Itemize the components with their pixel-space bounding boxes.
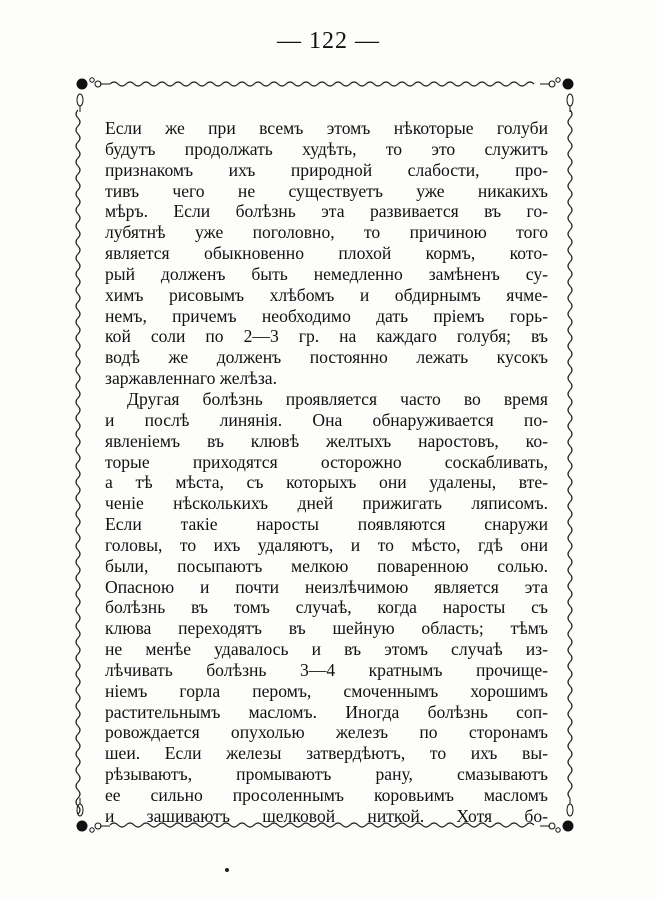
text-line: Опасною и почти неизлѣчимою является эта (105, 576, 548, 597)
text-line: головы, то ихъ удаляютъ, и то мѣсто, гдѣ они (105, 534, 548, 555)
text-line: будутъ продолжать худѣть, то это служитъ (105, 138, 548, 159)
ink-speck (225, 868, 229, 872)
text-line: водѣ же долженъ постоянно лежать кусокъ (105, 347, 548, 368)
text-line: Другая болѣзнь проявляется часто во время (127, 388, 548, 409)
text-line: торые приходятся осторожно соскабливать, (105, 451, 548, 472)
text-line: является обыкновенно плохой кормъ, кото- (105, 243, 548, 264)
paragraph (105, 118, 548, 389)
text-line: тивъ чего не существуетъ уже никакихъ (105, 180, 548, 201)
text-line: и послѣ линянія. Она обнаруживается по- (105, 409, 548, 430)
text-line: признакомъ ихъ природной слабости, про- (105, 159, 548, 180)
text-line: немъ, причемъ необходимо дать пріемъ горь- (105, 305, 548, 326)
text-line: лубятнѣ уже поголовно, то причиною того (105, 222, 548, 243)
text-line: Если же при всемъ этомъ нѣкоторые голуби (105, 118, 548, 138)
text-line: не менѣе удавалось и въ этомъ случаѣ из- (105, 639, 548, 660)
body-text (105, 118, 548, 827)
text-line: химъ рисовымъ хлѣбомъ и обдирнымъ ячме- (105, 284, 548, 305)
text-line: ровождается опухолью железъ по сторонамъ (105, 722, 548, 743)
text-line: рѣзываютъ, промываютъ рану, смазываютъ (105, 764, 548, 785)
text-line: были, посыпаютъ мелкою поваренною солью. (105, 555, 548, 576)
text-line: шеи. Если железы затвердѣютъ, то ихъ вы- (105, 743, 548, 764)
text-line: явленіемъ въ клювѣ желтыхъ наростовъ, ко- (105, 430, 548, 451)
text-line: кой соли по 2—3 гр. на каждаго голубя; въ (105, 326, 548, 347)
text-line: ее сильно просоленнымъ коровьимъ масломъ (105, 785, 548, 805)
text-line: Если такіе наросты появляются снаружи (105, 514, 548, 535)
paragraph (105, 389, 548, 827)
text-line: и зашиваютъ шелковой ниткой. Хотя бо- (105, 805, 548, 826)
page-number: — 122 — (277, 28, 380, 54)
corner-ornament-icon (77, 78, 110, 112)
text-line: ченіе нѣсколькихъ дней прижигать ляписомъ. (105, 493, 548, 514)
text-line: рый долженъ быть немедленно замѣненъ су- (105, 263, 548, 284)
text-line: растительнымъ масломъ. Иногда болѣзнь соп- (105, 701, 548, 722)
text-line: ніемъ горла перомъ, смоченнымъ хорошимъ (105, 680, 548, 701)
text-line: клюва переходятъ въ шейную область; тѣмъ (105, 618, 548, 639)
text-line: заржавленнаго желѣза. (105, 368, 278, 389)
text-line: мѣръ. Если болѣзнь эта развивается въ го- (105, 201, 548, 222)
text-line: а тѣ мѣста, съ которыхъ они удалены, вте- (105, 472, 548, 493)
text-line: болѣзнь въ томъ случаѣ, когда наросты съ (105, 597, 548, 618)
text-line: лѣчивать болѣзнь 3—4 кратнымъ прочище- (105, 659, 548, 680)
corner-ornament-icon (540, 78, 573, 112)
